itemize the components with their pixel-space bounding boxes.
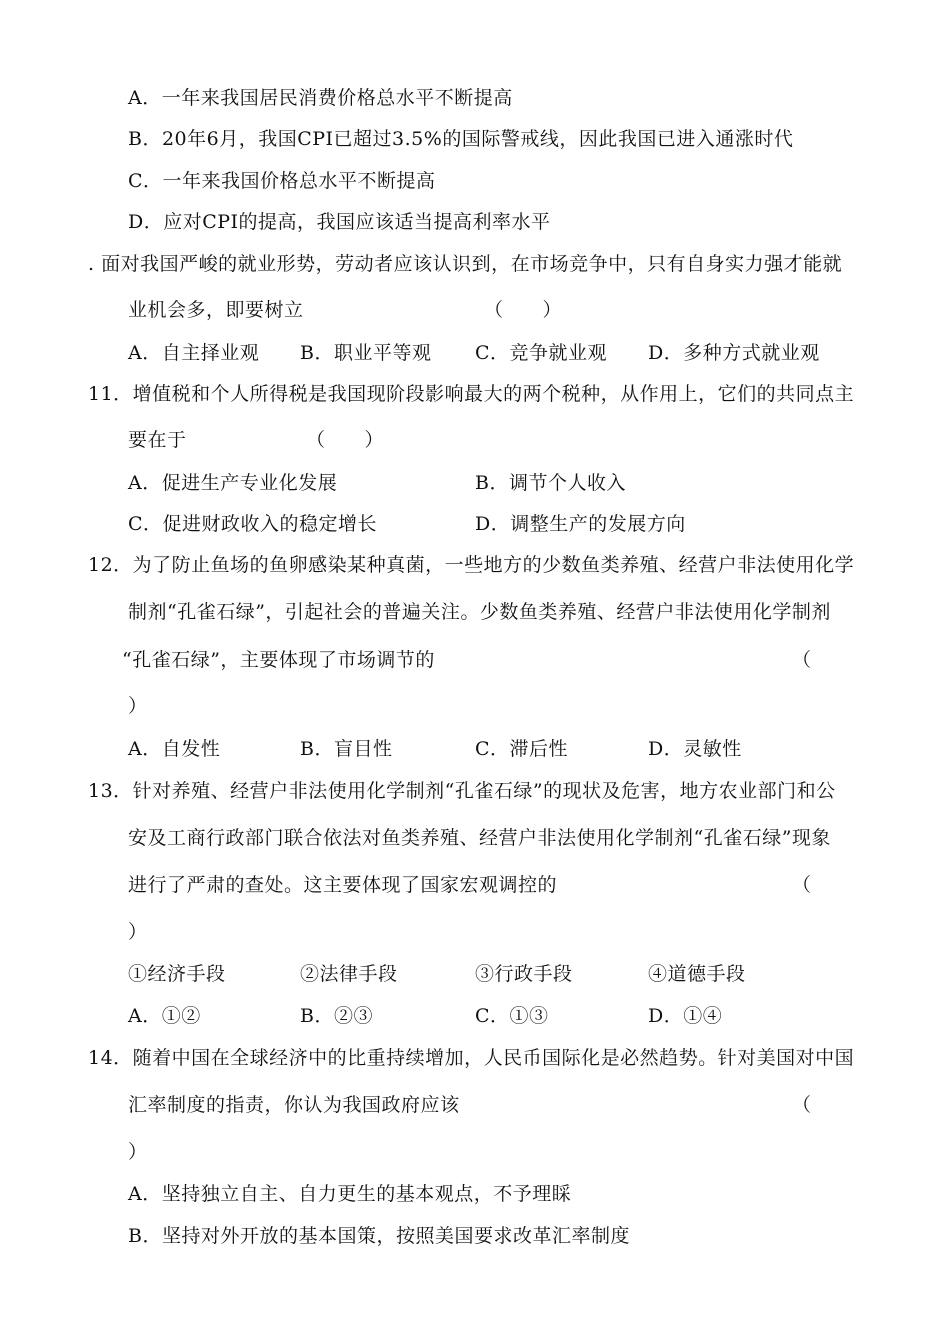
q11-option-d: D．调整生产的发展方向 [475, 513, 686, 535]
q13-item-4: ④道德手段 [648, 963, 746, 985]
q11-option-b: B．调节个人收入 [475, 472, 626, 494]
q10-option-b: B．职业平等观 [300, 342, 432, 364]
q13-stem-line2: 安及工商行政部门联合依法对鱼类养殖、经营户非法使用化学制剂“孔雀石绿”现象 [128, 827, 831, 849]
q9-option-a: A．一年来我国居民消费价格总水平不断提高 [128, 87, 513, 109]
q12-option-d: D．灵敏性 [648, 738, 742, 760]
q12-paren-close: ） [128, 695, 148, 717]
q14-option-b: B．坚持对外开放的基本国策，按照美国要求改革汇率制度 [128, 1225, 630, 1247]
q13-item-2: ②法律手段 [300, 963, 398, 985]
q12-paren-open: （ [792, 649, 812, 671]
q11-answer-paren: （ ） [306, 429, 385, 451]
q9-option-c: C．一年来我国价格总水平不断提高 [128, 170, 436, 192]
q13-option-a: A．①② [128, 1005, 201, 1027]
q9-option-d: D．应对CPI的提高，我国应该适当提高利率水平 [128, 211, 551, 233]
q14-paren-close: ） [128, 1141, 148, 1163]
q14-stem-line2: 汇率制度的指责，你认为我国政府应该 [128, 1094, 460, 1116]
q12-option-c: C．滞后性 [475, 738, 569, 760]
q12-stem-line2: 制剂“孔雀石绿”，引起社会的普遍关注。少数鱼类养殖、经营户非法使用化学制剂 [128, 601, 831, 623]
q13-item-3: ③行政手段 [475, 963, 573, 985]
q13-item-1: ①经济手段 [128, 963, 226, 985]
q14-paren-open: （ [792, 1094, 812, 1116]
q10-stem-line2: 业机会多，即要树立 [128, 299, 304, 321]
q12-stem-line3: “孔雀石绿”，主要体现了市场调节的 [122, 649, 435, 671]
q13-option-b: B．②③ [300, 1005, 373, 1027]
q12-option-a: A．自发性 [128, 738, 221, 760]
q9-option-b: B．20年6月，我国CPI已超过3.5%的国际警戒线，因此我国已进入通涨时代 [128, 128, 794, 150]
q12-option-b: B．盲目性 [300, 738, 393, 760]
q10-option-a: A．自主择业观 [128, 342, 260, 364]
q13-option-c: C．①③ [475, 1005, 549, 1027]
q10-stem-line1: . 面对我国严峻的就业形势，劳动者应该认识到，在市场竞争中，只有自身实力强才能就 [88, 253, 843, 275]
q13-stem-line3: 进行了严肃的查处。这主要体现了国家宏观调控的 [128, 874, 558, 896]
q11-stem-line2: 要在于 [128, 429, 187, 451]
q11-option-a: A．促进生产专业化发展 [128, 472, 338, 494]
q10-option-d: D．多种方式就业观 [648, 342, 820, 364]
q13-option-d: D．①④ [648, 1005, 723, 1027]
q10-option-c: C．竞争就业观 [475, 342, 608, 364]
q14-stem-line1: 14．随着中国在全球经济中的比重持续增加，人民币国际化是必然趋势。针对美国对中国 [88, 1047, 855, 1069]
q12-stem-line1: 12．为了防止鱼场的鱼卵感染某种真菌，一些地方的少数鱼类养殖、经营户非法使用化学 [88, 554, 855, 576]
q11-option-c: C．促进财政收入的稳定增长 [128, 513, 378, 535]
q14-option-a: A．坚持独立自主、自力更生的基本观点，不予理睬 [128, 1183, 572, 1205]
q13-paren-close: ） [128, 921, 148, 943]
q10-answer-paren: （ ） [484, 299, 563, 321]
q11-stem-line1: 11．增值税和个人所得税是我国现阶段影响最大的两个税种，从作用上，它们的共同点主 [88, 383, 855, 405]
q13-paren-open: （ [792, 874, 812, 896]
q13-stem-line1: 13．针对养殖、经营户非法使用化学制剂“孔雀石绿”的现状及危害，地方农业部门和公 [88, 780, 836, 802]
